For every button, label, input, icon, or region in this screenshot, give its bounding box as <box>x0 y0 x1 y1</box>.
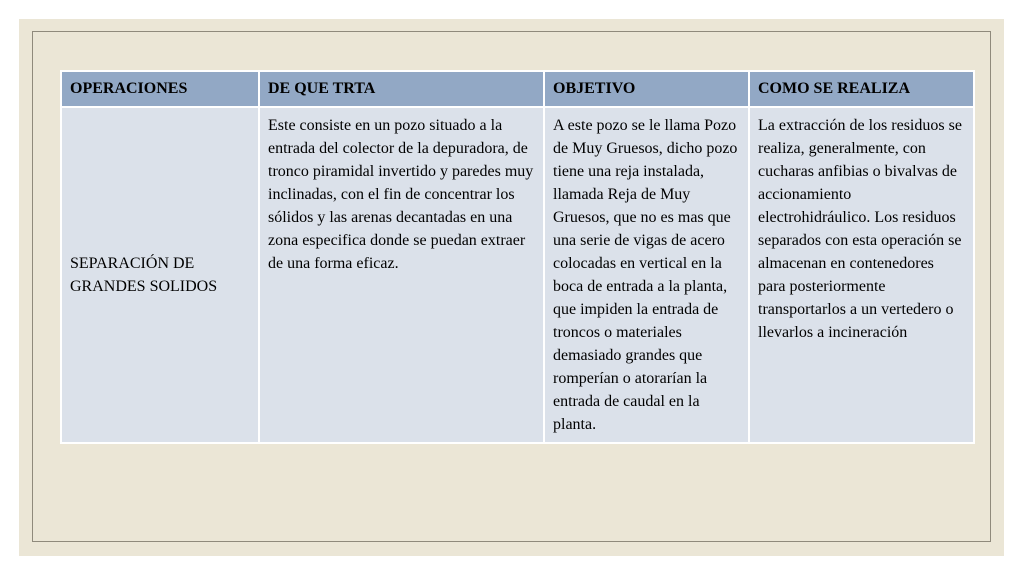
header-operaciones: OPERACIONES <box>61 71 259 107</box>
cell-de-que-trata: Este consiste en un pozo situado a la entrada del colector de la depuradora, de tronco piramidal invertido y paredes muy inclinadas, con el fin de concentrar los sólidos y las arenas decantadas en una zona especifica donde se puedan extraer de una forma eficaz. <box>259 107 544 443</box>
cell-como-se-realiza: La extracción de los residuos se realiza, generalmente, con cucharas anfibias o bivalvas de accionamiento electrohidráulico. Los residuos separados con esta operación se almacenan en contenedores para posteriormente transportarlos a un vertedero o llevarlos a incineración <box>749 107 974 443</box>
cell-operacion: SEPARACIÓN DE GRANDES SOLIDOS <box>61 107 259 443</box>
cell-objetivo: A este pozo se le llama Pozo de Muy Gruesos, dicho pozo tiene una reja instalada, llamada Reja de Muy Gruesos, que no es mas que una serie de vigas de acero colocadas en vertical en la boca de entrada a la planta, que impiden la entrada de troncos o materiales demasiado grandes que romperían o atorarían la entrada de caudal en la planta. <box>544 107 749 443</box>
header-de-que-trata: DE QUE TRTA <box>259 71 544 107</box>
operations-table <box>60 70 975 444</box>
header-como-se-realiza: COMO SE REALIZA <box>749 71 974 107</box>
table-row <box>61 107 974 443</box>
table-header-row <box>61 71 974 107</box>
header-objetivo: OBJETIVO <box>544 71 749 107</box>
